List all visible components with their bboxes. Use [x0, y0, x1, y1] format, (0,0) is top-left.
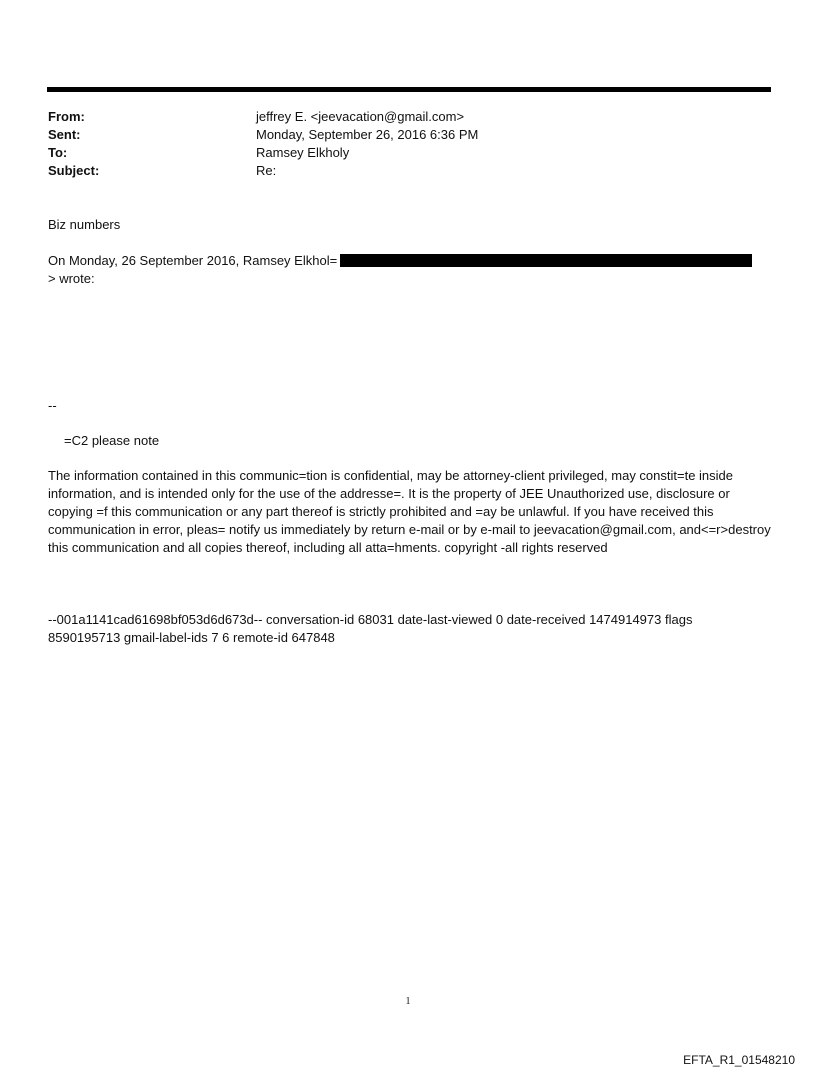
- document-id: EFTA_R1_01548210: [683, 1053, 795, 1067]
- quote-attribution: [48, 252, 776, 288]
- mime-metadata: --001a1141cad61698bf053d6d673d-- conversation-id 68031 date-last-viewed 0 date-received 1474914973 flags 8590195713 gmail-label-ids 7 6 remote-id 647848: [48, 612, 693, 645]
- subject-row: [48, 162, 768, 180]
- from-value: jeffrey E. <jeevacation@gmail.com>: [256, 109, 465, 124]
- message-text: Biz numbers: [48, 217, 121, 232]
- email-header: [48, 108, 768, 180]
- redaction-bar: [340, 254, 752, 267]
- page-number: 1: [405, 996, 411, 1007]
- quote-line-2: > wrote:: [48, 271, 95, 286]
- note-line: =C2 please note: [64, 433, 160, 448]
- disclaimer-paragraph: The information contained in this communic=tion is confidential, may be attorney-client privileged, may constit=te inside information, and is intended only for the use of the addresse=. It is the property of JEE Unauthorized use, disclosure or copying =f this communication or any part thereof is strictly prohibited and =ay be unlawful. If you have received this communication in error, pleas= notify us immediately by return e-mail or by e-mail to jeevacation@gmail.com, and<=r>destroy this communication and all copies thereof, including all atta=hments. copyright -all rights reserved: [48, 468, 771, 555]
- to-row: [48, 144, 768, 162]
- to-value: Ramsey Elkholy: [256, 145, 350, 160]
- from-label: From:: [48, 109, 85, 124]
- sent-row: [48, 126, 768, 144]
- subject-label: Subject:: [48, 163, 100, 178]
- to-label: To:: [48, 145, 68, 160]
- subject-value: Re:: [256, 163, 277, 178]
- quote-line-1: On Monday, 26 September 2016, Ramsey Elkhol=: [48, 253, 338, 268]
- from-row: [48, 108, 768, 126]
- signature-separator: --: [48, 398, 57, 413]
- sent-value: Monday, September 26, 2016 6:36 PM: [256, 127, 479, 142]
- header-divider: [47, 87, 771, 92]
- sent-label: Sent:: [48, 127, 81, 142]
